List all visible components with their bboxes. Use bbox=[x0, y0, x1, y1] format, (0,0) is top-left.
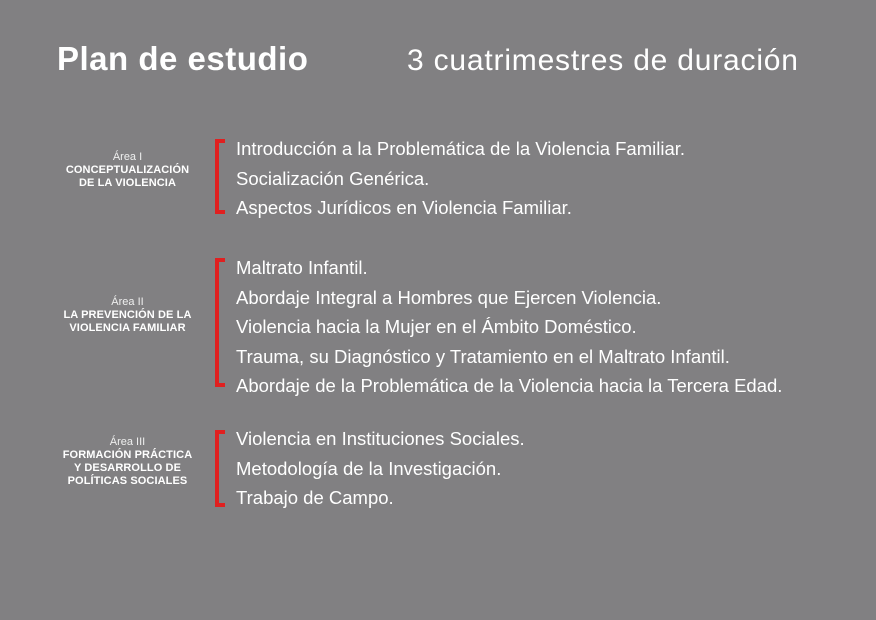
area-name-line: FORMACIÓN PRÁCTICA bbox=[62, 449, 193, 461]
area-name-line: VIOLENCIA FAMILIAR bbox=[69, 322, 186, 334]
area-2-subjects bbox=[236, 257, 782, 405]
area-number: Área II bbox=[111, 296, 144, 308]
area-3-subjects bbox=[236, 428, 525, 517]
area-1-label bbox=[55, 151, 200, 190]
duration-subtitle: 3 cuatrimestres de duración bbox=[407, 44, 799, 77]
subject-item: Aspectos Jurídicos en Violencia Familiar. bbox=[236, 197, 572, 218]
area-name-line: DE LA VIOLENCIA bbox=[78, 177, 177, 189]
area-2-bracket bbox=[215, 258, 225, 387]
subject-item: Maltrato Infantil. bbox=[236, 257, 368, 278]
area-3-bracket bbox=[215, 430, 225, 507]
subject-item: Violencia en Instituciones Sociales. bbox=[236, 428, 525, 449]
area-name-line: POLÍTICAS SOCIALES bbox=[67, 475, 188, 487]
subject-item: Abordaje de la Problemática de la Violencia hacia la Tercera Edad. bbox=[236, 375, 783, 396]
page-title: Plan de estudio bbox=[57, 40, 309, 77]
area-number: Área I bbox=[112, 151, 143, 163]
subject-item: Abordaje Integral a Hombres que Ejercen Violencia. bbox=[236, 286, 662, 308]
area-name-line: LA PREVENCIÓN DE LA bbox=[63, 309, 192, 321]
subject-item: Introducción a la Problemática de la Violencia Familiar. bbox=[236, 138, 686, 159]
area-name-line: Y DESARROLLO DE bbox=[73, 462, 182, 474]
area-1-bracket bbox=[215, 139, 225, 214]
area-3-label bbox=[55, 436, 200, 488]
area-name-line: CONCEPTUALIZACIÓN bbox=[65, 164, 190, 176]
area-2-label bbox=[55, 296, 200, 335]
subject-item: Trauma, su Diagnóstico y Tratamiento en el Maltrato Infantil. bbox=[236, 345, 730, 367]
area-number: Área III bbox=[109, 436, 146, 448]
subject-item: Trabajo de Campo. bbox=[236, 487, 394, 508]
subject-item: Violencia hacia la Mujer en el Ámbito Doméstico. bbox=[236, 316, 637, 337]
area-1-subjects bbox=[236, 138, 685, 227]
subject-item: Socialización Genérica. bbox=[236, 167, 430, 189]
subject-item: Metodología de la Investigación. bbox=[236, 457, 502, 479]
